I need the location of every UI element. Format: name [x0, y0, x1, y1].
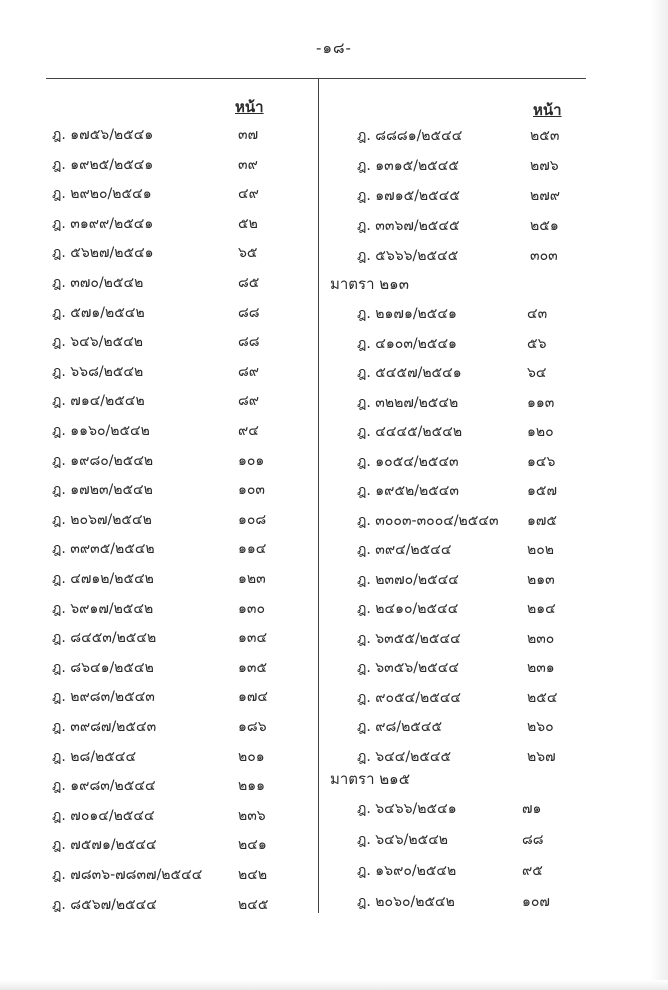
- index-entry: [357, 716, 587, 736]
- index-entry: [52, 894, 298, 914]
- case-reference: ฎ. ๖๔๖/๒๕๔๒: [357, 832, 449, 848]
- index-entry: [357, 392, 587, 412]
- index-entry: [357, 333, 587, 353]
- index-entry: [52, 657, 298, 677]
- index-entry: [357, 480, 587, 500]
- page-reference: ๒๓๖: [238, 807, 266, 824]
- index-entry: [52, 627, 298, 647]
- case-reference: ฎ. ๒๐๖๗/๒๕๔๒: [52, 511, 152, 528]
- page-reference: ๓๙: [238, 156, 258, 173]
- page-reference: ๘๘: [238, 304, 260, 321]
- page-reference: ๓๐๓: [530, 248, 558, 264]
- index-entry: [52, 450, 298, 470]
- index-entry: [52, 390, 298, 410]
- index-entry: [52, 183, 298, 203]
- index-entry: [357, 421, 587, 441]
- index-entry: [357, 829, 582, 849]
- page-reference: ๒๔๕: [238, 896, 269, 913]
- case-reference: ฎ. ๑๙๘๓/๒๕๔๔: [52, 778, 156, 795]
- index-entry: [52, 716, 298, 736]
- case-reference: ฎ. ๖๓๕๖/๒๕๔๔: [357, 660, 459, 676]
- page-reference: ๑๗๔: [238, 689, 269, 706]
- index-entry: [52, 331, 298, 351]
- case-reference: ฎ. ๑๓๑๕/๒๕๔๕: [357, 158, 459, 174]
- index-entry: [52, 242, 298, 262]
- page-reference: ๑๓๐: [238, 600, 266, 617]
- case-reference: ฎ. ๑๙๘๐/๒๕๔๒: [52, 452, 154, 469]
- page-number: -๑๘-: [316, 39, 352, 57]
- case-reference: ฎ. ๒๓๗๐/๒๕๔๔: [357, 571, 459, 588]
- index-entry: [357, 362, 587, 382]
- index-entry: [52, 302, 298, 322]
- page-reference: ๑๓๕: [238, 659, 268, 676]
- case-reference: ฎ. ๖๓๕๕/๒๕๔๔: [357, 630, 461, 647]
- case-reference: ฎ. ๖๔๖/๒๕๔๒: [52, 334, 144, 351]
- page-reference: ๑๒๓: [238, 571, 266, 587]
- index-entry: [52, 154, 298, 174]
- index-entry: [357, 539, 587, 559]
- index-entry: [357, 891, 582, 911]
- page-reference: ๑๐๘: [238, 511, 267, 528]
- index-entry: [357, 185, 590, 205]
- index-entry: [357, 125, 590, 145]
- page-reference: ๒๗๖: [530, 158, 559, 174]
- index-entry: [52, 420, 298, 440]
- page-reference: ๑๐๑: [238, 452, 265, 469]
- index-entry: [357, 687, 587, 707]
- case-reference: ฎ. ๕๗๑/๒๕๔๒: [52, 304, 145, 321]
- case-reference: ฎ. ๑๗๑๕/๒๕๔๕: [357, 188, 460, 204]
- index-entry: [357, 628, 587, 648]
- page-reference: ๖๕: [238, 245, 258, 262]
- case-reference: ฎ. ๘๘๘๑/๒๕๔๔: [357, 128, 463, 144]
- case-reference: ฎ. ๑๑๖๐/๒๕๔๒: [52, 423, 150, 439]
- section-heading-213: มาตรา ๒๑๓: [330, 275, 409, 293]
- page-reference: ๘๙: [238, 393, 260, 410]
- page-reference: ๒๐๒: [527, 542, 555, 558]
- page-reference: ๒๖๐: [527, 719, 554, 735]
- case-reference: ฎ. ๖๔๖๖/๒๕๔๑: [357, 801, 457, 817]
- case-reference: ฎ. ๓๑๙๙/๒๕๔๑: [52, 215, 154, 232]
- page-reference: ๖๔: [527, 365, 547, 381]
- index-entry: [357, 657, 587, 677]
- case-reference: ฎ. ๓๒๒๗/๒๕๔๒: [357, 394, 459, 411]
- page-reference: ๑๒๐: [527, 424, 554, 440]
- case-reference: ฎ. ๘๔๕๓/๒๕๔๒: [52, 630, 157, 647]
- case-reference: ฎ. ๓๓๖๗/๒๕๔๕: [357, 218, 460, 234]
- case-reference: ฎ. ๒๙๘๓/๒๕๔๓: [52, 689, 155, 706]
- page-reference: ๕๒: [238, 215, 258, 232]
- page-reference: ๑๓๔: [238, 630, 268, 647]
- index-entry: [52, 361, 298, 381]
- index-entry: [357, 215, 590, 235]
- case-reference: ฎ. ๗๑๔/๒๕๔๒: [52, 393, 145, 410]
- case-reference: ฎ. ๕๖๒๗/๒๕๔๑: [52, 245, 154, 262]
- index-entry: [52, 805, 298, 825]
- case-reference: ฎ. ๖๔๔/๒๕๔๕: [357, 748, 452, 765]
- case-reference: ฎ. ๒๔๑๐/๒๕๔๔: [357, 601, 459, 617]
- page-reference: ๒๗๙: [530, 188, 561, 204]
- case-reference: ฎ. ๓๐๐๓-๓๐๐๔/๒๕๔๓: [357, 512, 499, 529]
- page-reference: ๒๑๓: [527, 571, 555, 588]
- index-entry: [52, 568, 298, 588]
- index-entry: [357, 245, 590, 265]
- case-reference: ฎ. ๑๙๒๕/๒๕๔๑: [52, 156, 154, 173]
- column-divider: [318, 78, 319, 913]
- page-reference: ๗๑: [522, 801, 542, 817]
- index-entry: [357, 510, 587, 530]
- page-reference: ๘๙: [238, 363, 260, 380]
- case-reference: ฎ. ๓๙๘๗/๒๕๔๓: [52, 719, 157, 735]
- page-reference: ๔๙: [238, 186, 259, 203]
- left-page-header: หน้า: [235, 98, 264, 116]
- index-entry: [357, 303, 587, 323]
- page-bottom-edge-shadow: [0, 980, 668, 990]
- section-heading-215: มาตรา ๒๑๕: [330, 770, 411, 788]
- index-entry: [52, 272, 298, 292]
- index-entry: [357, 860, 582, 880]
- index-entry: [52, 124, 298, 144]
- page-reference: ๒๓๑: [527, 660, 555, 676]
- case-reference: ฎ. ๔๗๑๒/๒๕๔๒: [52, 571, 154, 587]
- case-reference: ฎ. ๑๐๕๔/๒๕๔๓: [357, 453, 459, 470]
- case-reference: ฎ. ๖๙๑๗/๒๕๔๒: [52, 600, 154, 617]
- index-entry: [52, 834, 298, 854]
- page-reference: ๒๕๑: [530, 218, 559, 234]
- page-reference: ๑๐๓: [238, 482, 266, 499]
- page-reference: ๑๕๗: [527, 483, 558, 499]
- page-reference: ๑๔๖: [527, 453, 556, 470]
- page-reference: ๘๘: [522, 832, 544, 848]
- page-right-edge-shadow: [650, 0, 668, 990]
- page-reference: ๒๔๑: [238, 837, 267, 854]
- page-reference: ๒๕๓: [530, 128, 560, 144]
- page-reference: ๒๑๑: [238, 778, 266, 795]
- case-reference: ฎ. ๕๔๕๗/๒๕๔๑: [357, 365, 462, 381]
- page-reference: ๒๐๑: [238, 748, 265, 765]
- index-entry: [52, 864, 298, 884]
- page-reference: ๘๘: [238, 334, 260, 351]
- case-reference: ฎ. ๖๖๘/๒๕๔๒: [52, 363, 144, 380]
- index-entry: [52, 479, 298, 499]
- page-reference: ๕๖: [527, 335, 547, 352]
- index-entry: [52, 213, 298, 233]
- page-reference: ๔๓: [527, 306, 548, 322]
- case-reference: ฎ. ๑๖๙๐/๒๕๔๒: [357, 863, 457, 879]
- index-entry: [52, 509, 298, 529]
- index-entry: [52, 598, 298, 618]
- case-reference: ฎ. ๙๘/๒๕๔๕: [357, 719, 443, 735]
- case-reference: ฎ. ๓๙๔/๒๕๔๔: [357, 542, 452, 558]
- index-entry: [357, 746, 587, 766]
- index-entry: [52, 686, 298, 706]
- page-reference: ๒๓๐: [527, 630, 555, 647]
- case-reference: ฎ. ๔๑๐๓/๒๕๔๑: [357, 335, 457, 352]
- page-reference: ๑๑๔: [238, 541, 267, 558]
- page-reference: ๒๔๒: [238, 867, 268, 883]
- case-reference: ฎ. ๑๗๒๓/๒๕๔๒: [52, 482, 153, 499]
- page-reference: ๙๕: [522, 863, 543, 879]
- case-reference: ฎ. ๓๙๓๕/๒๕๔๒: [52, 541, 155, 558]
- case-reference: ฎ. ๘๕๖๗/๒๕๔๔: [52, 896, 157, 913]
- page-reference: ๘๕: [238, 275, 260, 291]
- case-reference: ฎ. ๕๖๖๖/๒๕๔๕: [357, 248, 459, 264]
- case-reference: ฎ. ๔๔๔๕/๒๕๔๒: [357, 424, 463, 440]
- case-reference: ฎ. ๘๖๔๑/๒๕๔๒: [52, 659, 154, 676]
- case-reference: ฎ. ๒๙๒๐/๒๕๔๑: [52, 186, 152, 203]
- page-reference: ๑๐๗: [522, 894, 550, 910]
- index-entry: [52, 746, 298, 766]
- page-reference: ๒๑๔: [527, 601, 556, 617]
- index-entry: [357, 798, 582, 818]
- case-reference: ฎ. ๒๑๗๑/๒๕๔๑: [357, 306, 457, 322]
- page-reference: ๑๑๓: [527, 394, 555, 411]
- page-reference: ๑๗๕: [527, 512, 558, 529]
- case-reference: ฎ. ๒๐๖๐/๒๕๔๒: [357, 894, 455, 910]
- page-reference: ๑๘๖: [238, 719, 267, 735]
- page-reference: ๓๗: [238, 127, 259, 143]
- index-entry: [357, 451, 587, 471]
- index-entry: [357, 598, 587, 618]
- index-entry: [357, 155, 590, 175]
- case-reference: ฎ. ๗๐๑๔/๒๕๔๔: [52, 807, 155, 824]
- header-rule: [46, 78, 586, 79]
- case-reference: ฎ. ๑๙๕๒/๒๕๔๓: [357, 483, 459, 499]
- index-entry: [52, 775, 298, 795]
- page-reference: ๒๖๗: [527, 748, 556, 765]
- case-reference: ฎ. ๑๗๕๖/๒๕๔๑: [52, 127, 154, 143]
- case-reference: ฎ. ๗๕๗๑/๒๕๔๔: [52, 837, 157, 854]
- case-reference: ฎ. ๗๘๓๖-๗๘๓๗/๒๕๔๔: [52, 867, 203, 883]
- case-reference: ฎ. ๒๘/๒๕๔๔: [52, 748, 137, 765]
- case-reference: ฎ. ๙๐๕๔/๒๕๔๔: [357, 689, 462, 706]
- page-reference: ๒๕๔: [527, 689, 558, 706]
- page-reference: ๙๔: [238, 423, 259, 439]
- index-entry: [357, 569, 587, 589]
- index-entry: [52, 538, 298, 558]
- case-reference: ฎ. ๓๗๐/๒๕๔๒: [52, 275, 144, 291]
- right-page-header: หน้า: [533, 101, 562, 119]
